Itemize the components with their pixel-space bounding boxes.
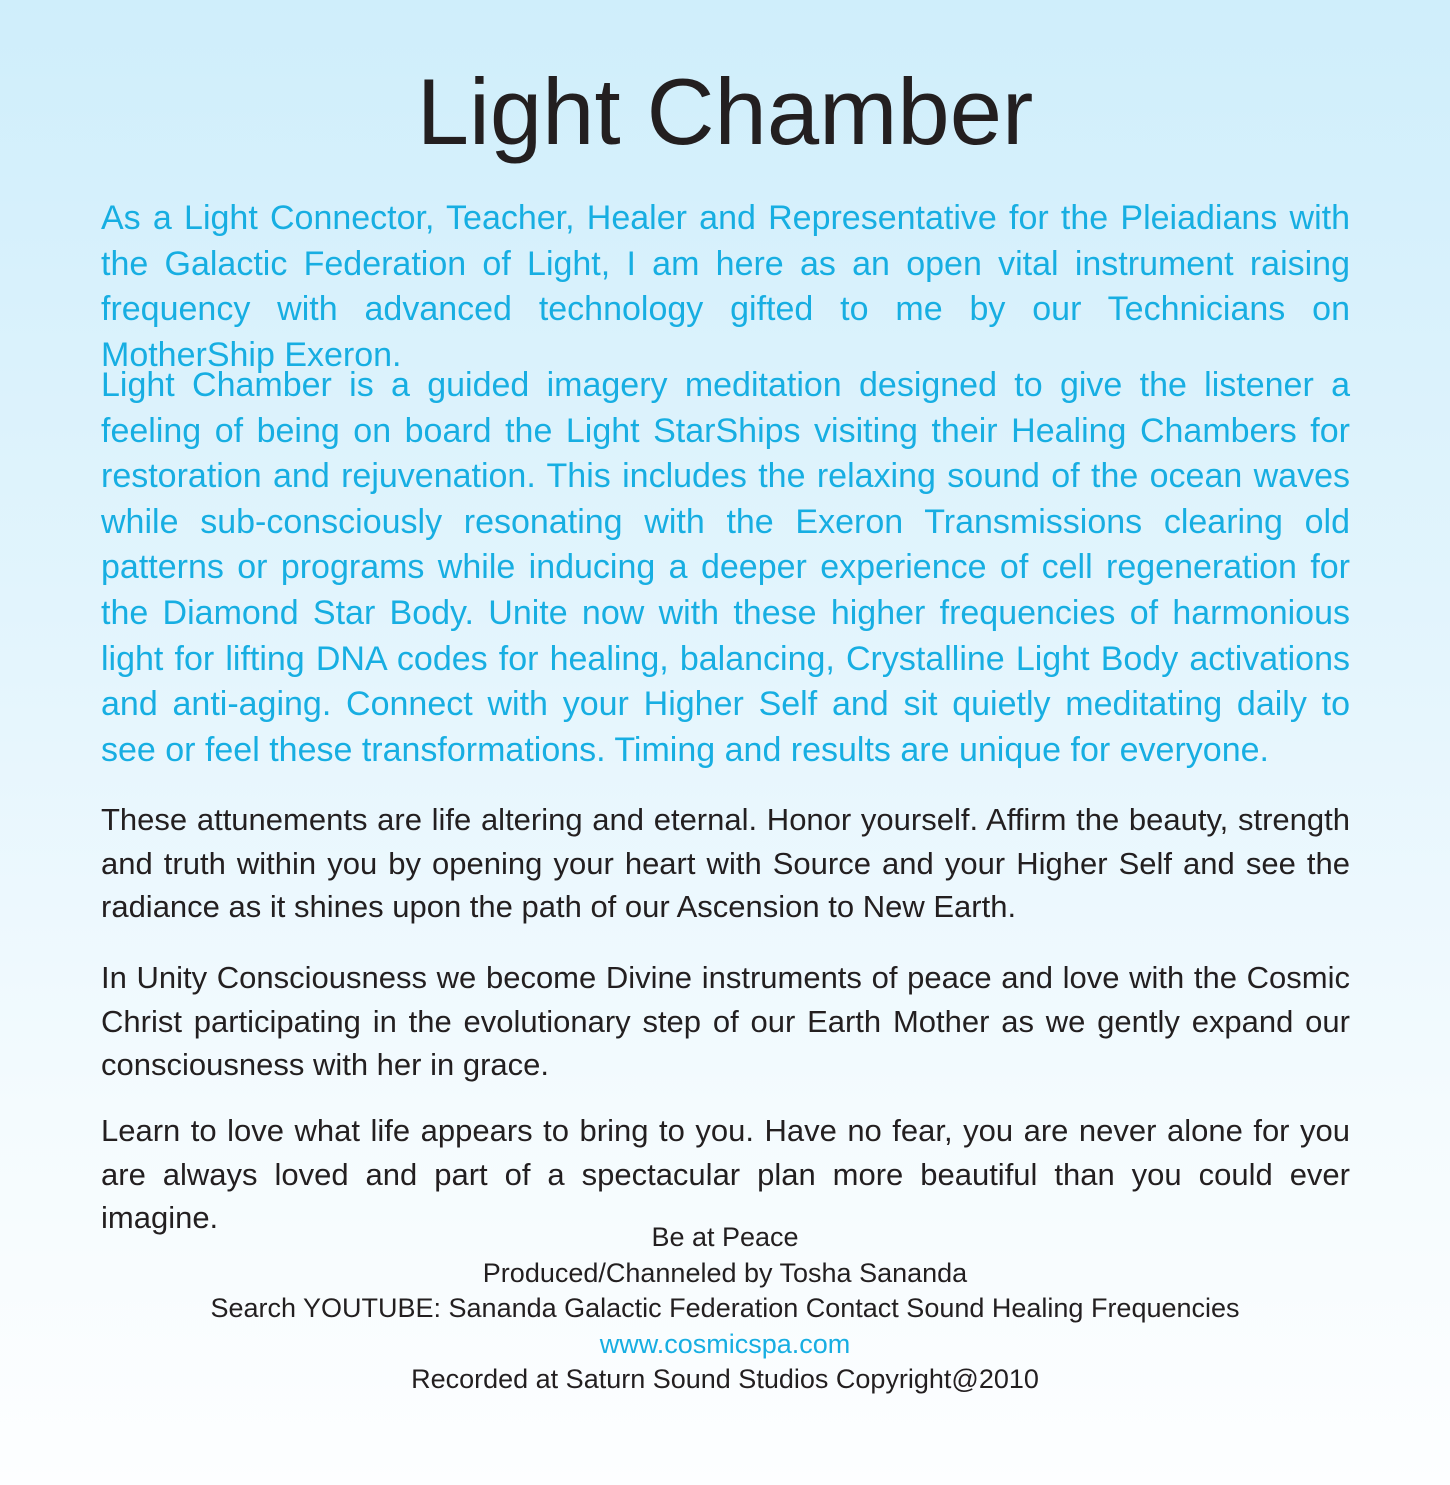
recording-copyright: Recorded at Saturn Sound Studios Copyright@2010 [411, 1364, 1039, 1394]
description-paragraph: Light Chamber is a guided imagery meditation designed to give the listener a feeling of being on board the Light StarShips visiting their Healing Chambers for restoration and rejuvenation. This includes the relaxing sound of the ocean waves while sub-consciously resonating with the Exeron Transmissions clearing old patterns or programs while inducing a deeper experience of cell regeneration for the Diamond Star Body. Unite now with these higher frequencies of harmonious light for lifting DNA codes for healing, balancing, Crystalline Light Body activations and anti-aging. Connect with your Higher Self and sit quietly meditating daily to see or feel these transformations. Timing and results are unique for everyone. [101, 366, 1350, 769]
page-title: Light Chamber [416, 59, 1034, 164]
producer-credit: Produced/Channeled by Tosha Sananda [482, 1257, 968, 1288]
closing-paragraph: Learn to love what life appears to bring to you. Have no fear, you are never alone for you are always loved and part of a spectacular plan more beautiful than you could ever imagine. [101, 1113, 1350, 1235]
credits-footer [0, 1220, 1450, 1398]
intro-paragraph: As a Light Connector, Teacher, Healer and Representative for the Pleiadians with the Galactic Federation of Light, I am here as an open vital instrument raising frequency with advanced technology gifted to me by our Technicians on MotherShip Exeron. [101, 199, 1350, 374]
youtube-search-note: Search YOUTUBE: Sananda Galactic Federation Contact Sound Healing Frequencies [210, 1293, 1240, 1323]
website-link[interactable]: www.cosmicspa.com [599, 1328, 851, 1359]
unity-paragraph: In Unity Consciousness we become Divine instruments of peace and love with the Cosmic Christ participating in the evolutionary step of our Earth Mother as we gently expand our consciousness with her in grace. [101, 960, 1350, 1082]
attunements-paragraph: These attunements are life altering and eternal. Honor yourself. Affirm the beauty, strength and truth within you by opening your heart with Source and your Higher Self and see the radiance as it shines upon the path of our Ascension to New Earth. [101, 802, 1350, 924]
closing-line: Be at Peace [651, 1222, 799, 1252]
